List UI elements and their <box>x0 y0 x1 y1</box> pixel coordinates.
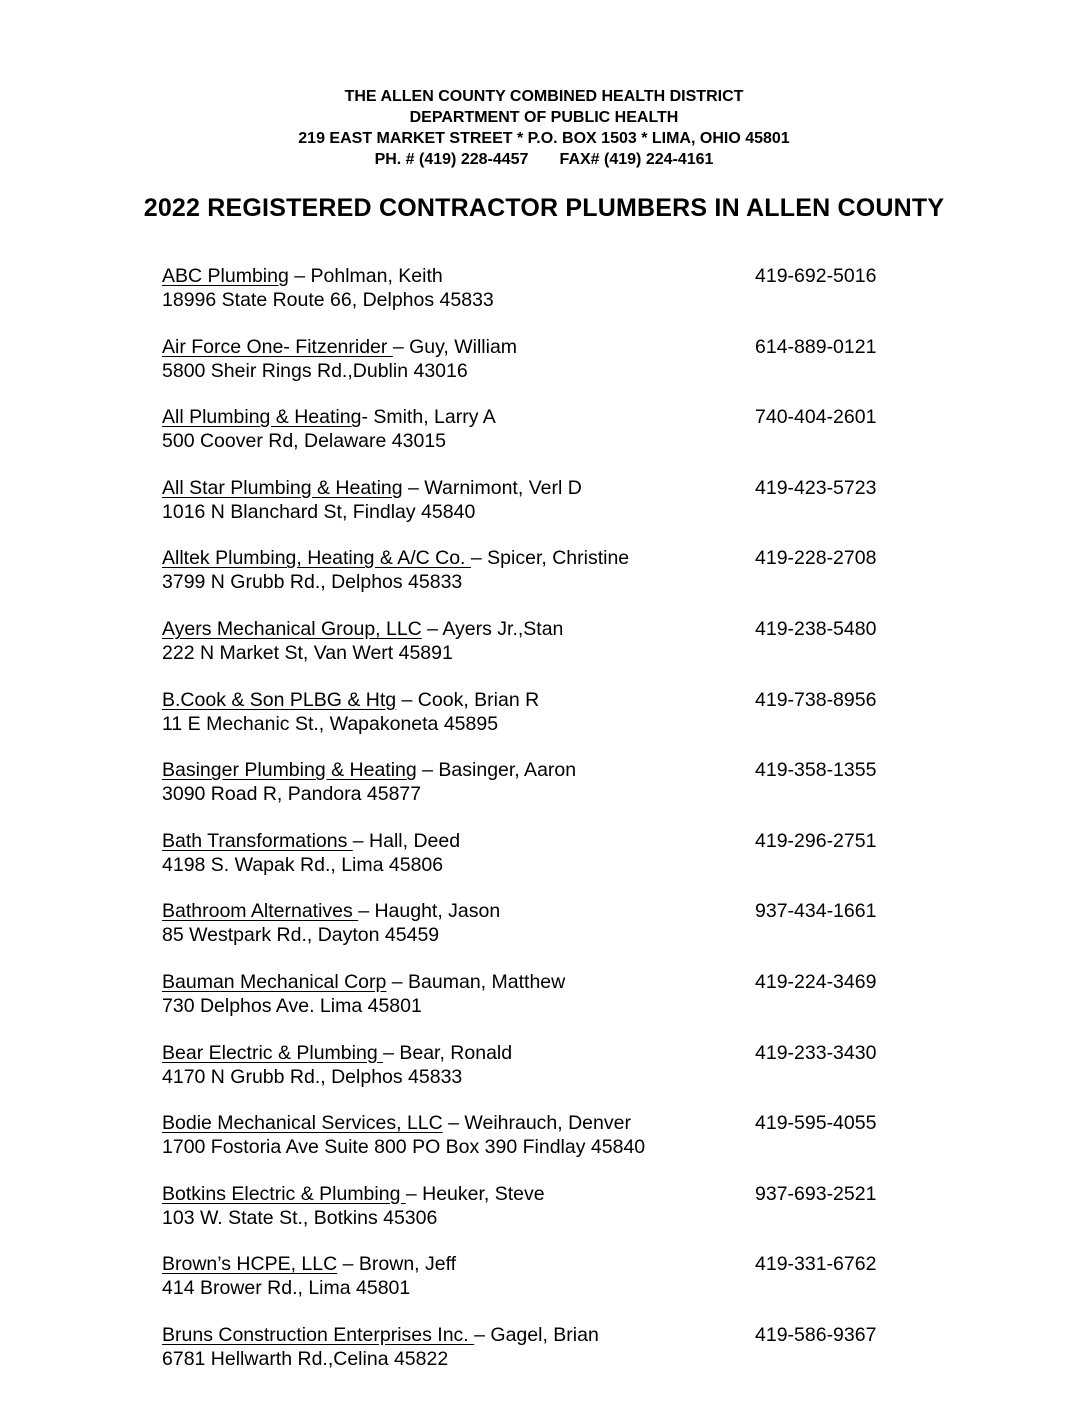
entry-address: 414 Brower Rd., Lima 45801 <box>162 1277 411 1300</box>
company-name: Basinger Plumbing & Heating <box>162 759 417 782</box>
entry-phone: 419-586-9367 <box>755 1323 877 1346</box>
entry-address: 222 N Market St, Van Wert 45891 <box>162 641 453 664</box>
contact-name: – Guy, William <box>392 335 518 358</box>
entry-phone: 740-404-2601 <box>755 406 877 429</box>
company-name: Botkins Electric & Plumbing <box>162 1182 406 1205</box>
company-name: Air Force One- Fitzenrider <box>162 335 393 358</box>
list-item <box>162 405 922 476</box>
contact-name: – Spicer, Christine <box>470 547 630 570</box>
entry-address: 103 W. State St., Botkins 45306 <box>162 1206 438 1229</box>
plumber-list <box>162 264 922 1394</box>
entry-phone: 419-224-3469 <box>755 970 877 993</box>
company-name: Bathroom Alternatives <box>162 900 359 923</box>
company-name: All Star Plumbing & Heating <box>162 476 403 499</box>
contact-name: – Basinger, Aaron <box>416 759 577 782</box>
list-item <box>162 335 922 406</box>
contact-name: – Haught, Jason <box>358 900 501 923</box>
entry-address: 5800 Sheir Rings Rd.,Dublin 43016 <box>162 359 468 382</box>
contact-name: - Smith, Larry A <box>361 406 496 429</box>
company-name: Ayers Mechanical Group, LLC <box>162 617 422 640</box>
contact-name: – Pohlman, Keith <box>288 265 443 287</box>
document-title: 2022 REGISTERED CONTRACTOR PLUMBERS IN ALLEN COUNTY <box>143 194 945 222</box>
list-item <box>162 476 922 547</box>
entry-address: 730 Delphos Ave. Lima 45801 <box>162 994 422 1017</box>
entry-address: 18996 State Route 66, Delphos 45833 <box>162 289 494 311</box>
list-item <box>162 899 922 970</box>
entry-address: 11 E Mechanic St., Wapakoneta 45895 <box>162 712 499 735</box>
entry-address: 1700 Fostoria Ave Suite 800 PO Box 390 Findlay 45840 <box>162 1136 646 1159</box>
entry-phone: 419-358-1355 <box>755 759 877 782</box>
list-item <box>162 617 922 688</box>
letterhead-address: 219 EAST MARKET STREET * P.O. BOX 1503 * LIMA, OHIO 45801 <box>298 130 790 147</box>
list-item <box>162 546 922 617</box>
letterhead-department: DEPARTMENT OF PUBLIC HEALTH <box>409 109 679 126</box>
list-item <box>162 1252 922 1323</box>
list-item <box>162 1323 922 1394</box>
entry-phone: 419-233-3430 <box>755 1041 877 1064</box>
entry-address: 85 Westpark Rd., Dayton 45459 <box>162 924 440 947</box>
company-name: Bear Electric & Plumbing <box>162 1041 384 1064</box>
contact-name: – Weihrauch, Denver <box>442 1112 631 1135</box>
entry-phone: 419-238-5480 <box>755 617 877 640</box>
entry-phone: 419-423-5723 <box>755 476 877 499</box>
company-name: Bath Transformations <box>162 829 353 852</box>
company-name: All Plumbing & Heating <box>162 406 362 429</box>
list-item <box>162 758 922 829</box>
entry-address: 4198 S. Wapak Rd., Lima 45806 <box>162 853 444 876</box>
letterhead <box>0 86 1088 170</box>
company-name: Alltek Plumbing, Heating & A/C Co. <box>162 547 471 570</box>
entry-phone: 419-738-8956 <box>755 688 877 711</box>
list-item <box>162 1182 922 1253</box>
entry-phone: 937-693-2521 <box>755 1182 877 1205</box>
entry-phone: 419-595-4055 <box>755 1112 877 1135</box>
entry-address: 1016 N Blanchard St, Findlay 45840 <box>162 500 476 523</box>
entry-phone: 419-692-5016 <box>755 265 877 287</box>
entry-phone: 937-434-1661 <box>755 900 877 923</box>
entry-address: 500 Coover Rd, Delaware 43015 <box>162 430 447 453</box>
entry-address: 6781 Hellwarth Rd.,Celina 45822 <box>162 1347 449 1370</box>
entry-phone: 614-889-0121 <box>755 335 877 358</box>
contact-name: – Brown, Jeff <box>337 1253 457 1276</box>
letterhead-phone-fax: PH. # (419) 228-4457 FAX# (419) 224-4161 <box>374 151 714 168</box>
company-name: Bruns Construction Enterprises Inc. <box>162 1323 475 1346</box>
entry-phone: 419-331-6762 <box>755 1253 877 1276</box>
entry-phone: 419-228-2708 <box>755 547 877 570</box>
entry-address: 3090 Road R, Pandora 45877 <box>162 783 422 806</box>
list-item <box>162 688 922 759</box>
entry-address: 3799 N Grubb Rd., Delphos 45833 <box>162 571 463 594</box>
company-name: Bodie Mechanical Services, LLC <box>162 1112 443 1135</box>
list-item <box>162 1041 922 1112</box>
contact-name: – Gagel, Brian <box>474 1323 599 1346</box>
list-item <box>162 970 922 1041</box>
list-item <box>162 1111 922 1182</box>
list-item <box>162 829 922 900</box>
list-item <box>162 264 922 335</box>
company-name: B.Cook & Son PLBG & Htg <box>162 688 397 711</box>
contact-name: – Bauman, Matthew <box>386 970 566 993</box>
entry-phone: 419-296-2751 <box>755 829 877 852</box>
contact-name: – Cook, Brian R <box>396 688 540 711</box>
company-name: Brown’s HCPE, LLC <box>162 1253 338 1276</box>
letterhead-org-name: THE ALLEN COUNTY COMBINED HEALTH DISTRICT <box>344 88 744 105</box>
contact-name: – Hall, Deed <box>352 829 461 852</box>
company-name: Bauman Mechanical Corp <box>162 970 387 993</box>
company-name: ABC Plumbing <box>162 265 289 287</box>
contact-name: – Warnimont, Verl D <box>402 476 582 499</box>
entry-address: 4170 N Grubb Rd., Delphos 45833 <box>162 1065 463 1088</box>
contact-name: – Bear, Ronald <box>383 1041 513 1064</box>
contact-name: – Ayers Jr.,Stan <box>421 617 564 640</box>
contact-name: – Heuker, Steve <box>405 1182 545 1205</box>
